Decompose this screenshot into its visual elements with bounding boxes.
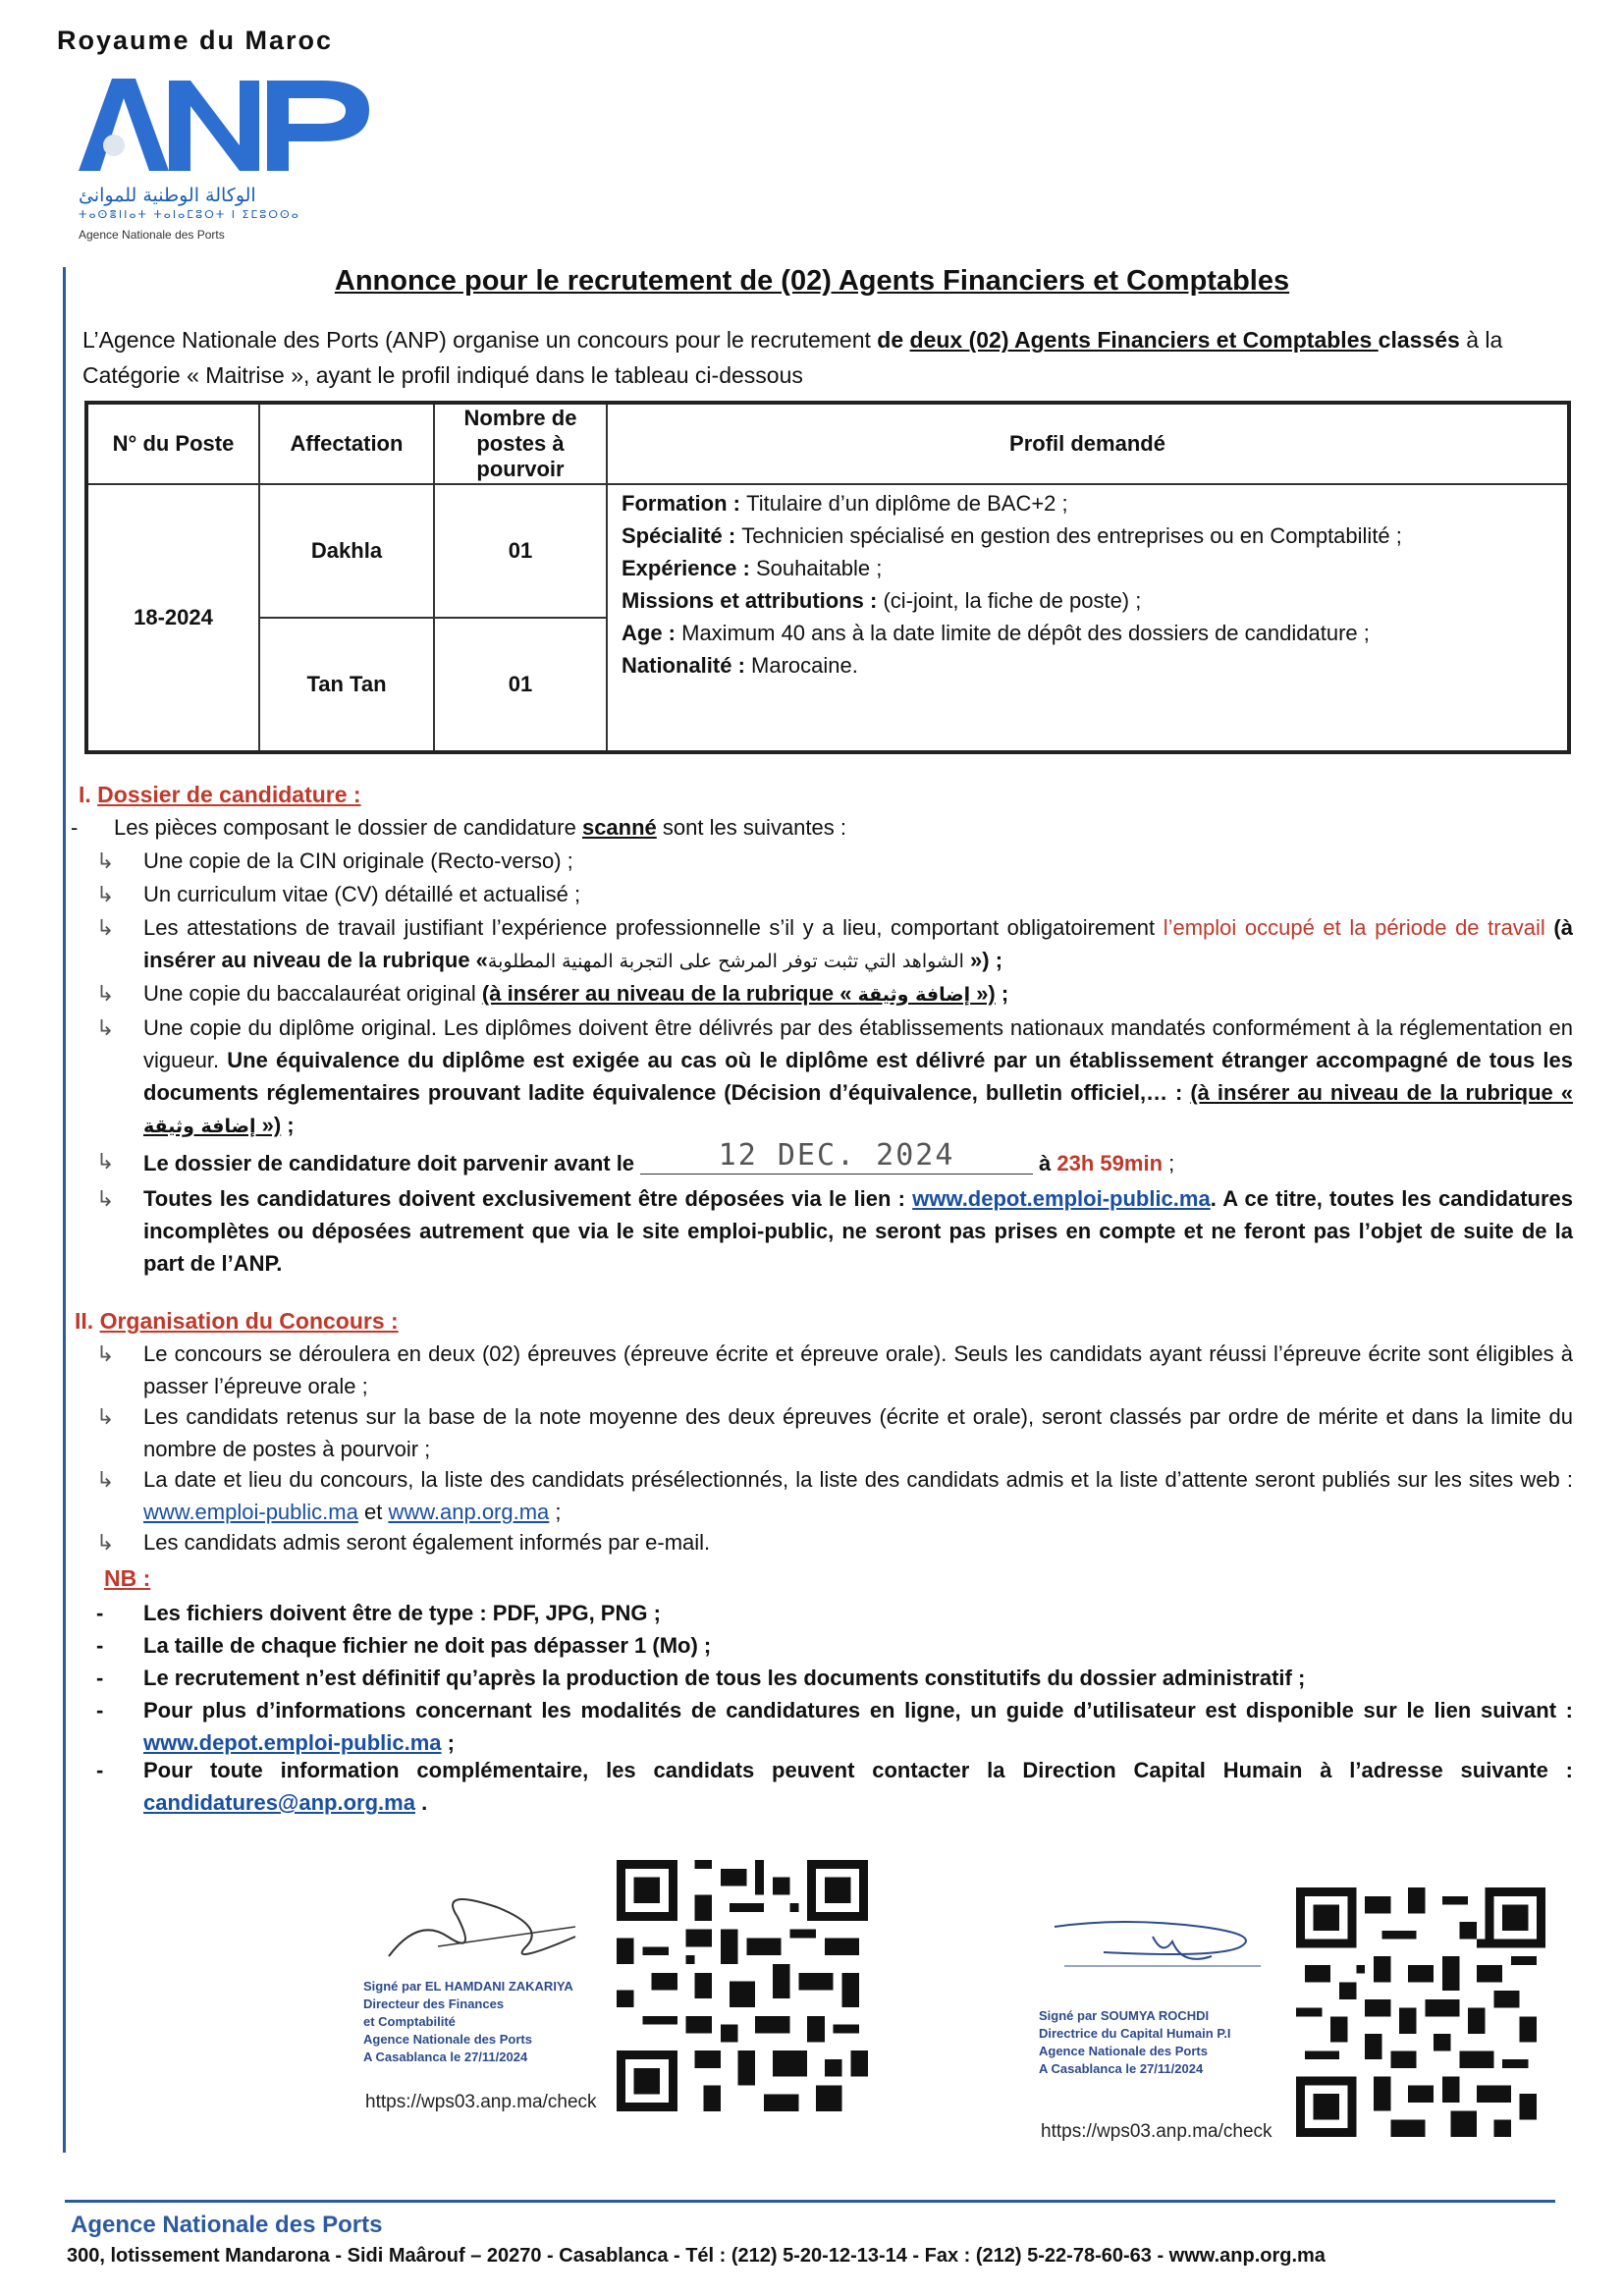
arrow-icon: ↳: [96, 981, 115, 1006]
arrow-icon: ↳: [96, 1467, 115, 1492]
profile-missions: Missions et attributions : (ci-joint, la fiche de poste) ;: [622, 588, 1142, 613]
positions-table: [84, 401, 1571, 754]
signature-2-scribble: [1045, 1897, 1280, 1986]
list-item: ↳ Toutes les candidatures doivent exclusivement être déposées via le lien : www.depot.emploi-public.ma. A ce titre, toutes les candidatures incomplètes ou déposées autrement que via le site emploi-public, ne seront pas prises en compte et ne feront pas l’objet de suite de la part de l’ANP.: [96, 1182, 1573, 1280]
list-item: - La taille de chaque fichier ne doit pas dépasser 1 (Mo) ;: [96, 1633, 712, 1658]
profile-formation: Formation : Titulaire d’un diplôme de BAC+2 ;: [622, 491, 1068, 516]
affectation-cell: Dakhla: [259, 484, 434, 618]
signature-1-scribble: [379, 1878, 605, 1976]
logo-tifinagh-text: ⵜⴰⵙⴻⵏⵏⴰⵜ ⵜⴰⵏⴰⵎⵓⵔⵜ ⵏ ⵉⵎⵓⵔⵙⴰ: [79, 208, 300, 221]
signature-1-text: Signé par EL HAMDANI ZAKARIYA Directeur des Finances et Comptabilité Agence Nationale des Ports A Casablanca le 27/11/2024: [363, 1979, 573, 2064]
list-item: - Pour plus d’informations concernant les modalités de candidatures en ligne, un guide d’utilisateur est disponible sur le lien suivant : www.depot.emploi-public.ma ;: [96, 1698, 1573, 1755]
header-affectation: Affectation: [259, 403, 434, 484]
anp-link[interactable]: www.anp.org.ma: [388, 1500, 550, 1524]
arrow-icon: ↳: [96, 1404, 115, 1429]
profile-nationalite: Nationalité : Marocaine.: [622, 653, 858, 678]
signature-2-text: Signé par SOUMYA ROCHDI Directrice du Capital Humain P.I Agence Nationale des Ports A Casablanca le 27/11/2024: [1039, 2008, 1231, 2076]
list-item: ↳ Un curriculum vitae (CV) détaillé et actualisé ;: [96, 878, 1573, 910]
list-item: ↳ Les attestations de travail justifiant l’expérience professionnelle s’il y a lieu, comportant obligatoirement l’emploi occupé et la période de travail (à insérer au niveau de la rubrique «الشواهد التي تثبت توفر المرشح على التجربة المهنية المطلوبة ») ;: [96, 911, 1573, 978]
left-margin-rule: [63, 267, 66, 2153]
emploi-public-link[interactable]: www.emploi-public.ma: [143, 1500, 358, 1524]
section1-lead: - Les pièces composant le dossier de candidature scanné sont les suivantes :: [71, 815, 846, 840]
nombre-cell: 01: [434, 484, 607, 618]
arrow-icon: ↳: [96, 1149, 115, 1174]
list-item: ↳ Les candidats admis seront également informés par e-mail.: [96, 1526, 1573, 1558]
logo-arabic-text: الوكالة الوطنية للموانئ: [79, 185, 256, 206]
arrow-icon: ↳: [96, 848, 115, 873]
profile-specialite: Spécialité : Technicien spécialisé en gestion des entreprises ou en Comptabilité ;: [622, 523, 1402, 548]
list-item: - Pour toute information complémentaire, les candidats peuvent contacter la Direction Capital Humain à l’adresse suivante : candidatures@anp.org.ma .: [96, 1758, 1573, 1815]
table-header-row: [86, 403, 1569, 484]
header-profil: Profil demandé: [607, 403, 1569, 484]
profile-cell: [607, 484, 1569, 752]
logo-french-text: Agence Nationale des Ports: [79, 228, 225, 242]
guide-link[interactable]: www.depot.emploi-public.ma: [143, 1730, 442, 1755]
list-item: ↳ Une copie de la CIN originale (Recto-verso) ;: [96, 845, 1573, 877]
poste-number: 18-2024: [86, 484, 259, 752]
footer-rule: [65, 2200, 1555, 2203]
contact-email-link[interactable]: candidatures@anp.org.ma: [143, 1790, 415, 1815]
signature-2-check-url: https://wps03.anp.ma/check: [1041, 2121, 1272, 2142]
list-item: - Le recrutement n’est définitif qu’après la production de tous les documents constitutifs du dossier administratif ;: [96, 1666, 1306, 1690]
qr-code-2-icon: [1296, 1887, 1545, 2137]
header-poste: N° du Poste: [86, 403, 259, 484]
profile-age: Age : Maximum 40 ans à la date limite de dépôt des dossiers de candidature ;: [622, 621, 1370, 645]
arrow-icon: ↳: [96, 882, 115, 906]
profile-experience: Expérience : Souhaitable ;: [622, 556, 883, 580]
footer-agency-name: Agence Nationale des Ports: [71, 2212, 383, 2238]
footer-address: 300, lotissement Mandarona - Sidi Maârouf – 20270 - Casablanca - Tél : (212) 5-20-12-13-14 - Fax : (212) 5-22-78-60-63 - www.anp.org.ma: [67, 2245, 1326, 2267]
list-item: ↳ Une copie du diplôme original. Les diplômes doivent être délivrés par des établissements nationaux mandatés conformément à la réglementation en vigueur. Une équivalence du diplôme est exigée au cas où le diplôme est délivré par un établissement étranger accompagné de tous les documents réglementaires prouvant ladite équivalence (Décision d’équivalence, bulletin officiel,… : (à insérer au niveau de la rubrique « إضافة وثيقة ») ;: [96, 1011, 1573, 1143]
list-item: ↳ La date et lieu du concours, la liste des candidats présélectionnés, la liste des candidats admis et la liste d’attente seront publiés sur les sites web : www.emploi-public.ma et www.anp.org.ma ;: [96, 1463, 1573, 1528]
kingdom-label: Royaume du Maroc: [57, 26, 334, 55]
list-item: ↳ Le concours se déroulera en deux (02) épreuves (épreuve écrite et épreuve orale). Seuls les candidats ayant réussi l’épreuve écrite sont éligibles à passer l’épreuve orale ;: [96, 1338, 1573, 1402]
section2-heading: II. Organisation du Concours :: [75, 1308, 399, 1334]
nombre-cell: 01: [434, 618, 607, 752]
arrow-icon: ↳: [96, 1186, 115, 1211]
section1-heading: I. Dossier de candidature :: [79, 782, 361, 807]
signature-1-check-url: https://wps03.anp.ma/check: [365, 2092, 597, 2112]
qr-code-1-icon: [617, 1860, 868, 2111]
affectation-cell: Tan Tan: [259, 618, 434, 752]
nb-heading: NB :: [104, 1565, 151, 1591]
arrow-icon: ↳: [96, 1015, 115, 1040]
depot-link[interactable]: www.depot.emploi-public.ma: [912, 1186, 1211, 1211]
list-item: - Les fichiers doivent être de type : PDF, JPG, PNG ;: [96, 1601, 661, 1625]
list-item: ↳ Les candidats retenus sur la base de la note moyenne des deux épreuves (écrite et orale), seront classés par ordre de mérite et dans la limite du nombre de postes à pourvoir ;: [96, 1400, 1573, 1465]
list-item: ↳ Le dossier de candidature doit parvenir avant le 12 DEC. 2024 à 23h 59min ;: [96, 1138, 1175, 1175]
table-row: [86, 484, 1569, 618]
arrow-icon: ↳: [96, 915, 115, 940]
intro-paragraph: L’Agence Nationale des Ports (ANP) organise un concours pour le recrutement de deux (02) Agents Financiers et Comptables classés à la Catégorie « Maitrise », ayant le profil indiqué dans le tableau ci-dessous: [82, 327, 1503, 388]
list-item: ↳ Une copie du baccalauréat original (à insérer au niveau de la rubrique « إضافة وثيقة ») ;: [96, 977, 1573, 1011]
date-stamp: 12 DEC. 2024: [718, 1138, 955, 1173]
header-nombre: Nombre de postes à pourvoir: [434, 403, 607, 484]
arrow-icon: ↳: [96, 1530, 115, 1555]
arrow-icon: ↳: [96, 1341, 115, 1366]
page-title: Annonce pour le recrutement de (02) Agents Financiers et Comptables: [334, 265, 1290, 297]
